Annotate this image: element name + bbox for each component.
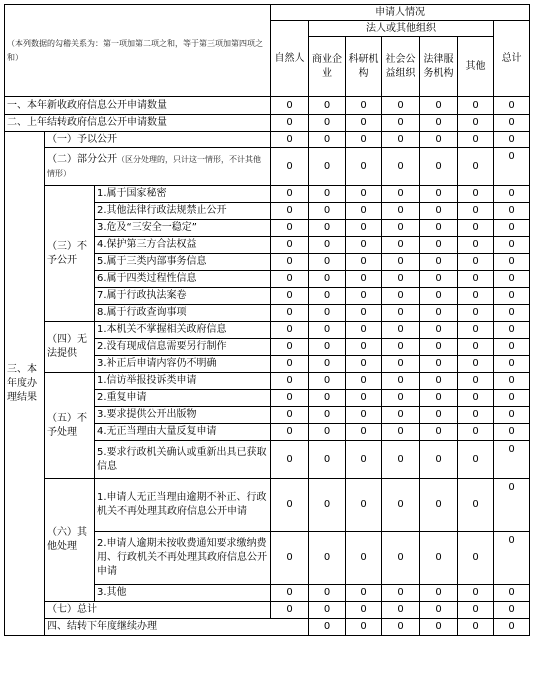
- header-total: 总计: [494, 21, 530, 97]
- cell-value: 0: [458, 585, 494, 602]
- cell-value: 0: [382, 479, 420, 532]
- row-note: （区分处理的，只计这一情形，不计其他情形）: [47, 154, 261, 178]
- cell-value: 0: [458, 237, 494, 254]
- cell-value: 0: [458, 479, 494, 532]
- cell-value: 0: [494, 288, 530, 305]
- cell-value: 0: [494, 339, 530, 356]
- cell-value: 0: [420, 186, 458, 203]
- cell-value: 0: [346, 619, 382, 636]
- cell-value: 0: [271, 288, 309, 305]
- cell-value: 0: [309, 532, 346, 585]
- row-label: 一、本年新收政府信息公开申请数量: [5, 97, 271, 115]
- cell-value: 0: [271, 585, 309, 602]
- table-row: [5, 186, 530, 203]
- table-row: [5, 619, 530, 636]
- cell-value: 0: [382, 220, 420, 237]
- cell-value: 0: [494, 203, 530, 220]
- table-row: [5, 132, 530, 148]
- cell-value: 0: [494, 115, 530, 132]
- cell-value: 0: [420, 305, 458, 322]
- cell-value: 0: [458, 305, 494, 322]
- row-label: 二、上年结转政府信息公开申请数量: [5, 115, 271, 132]
- cell-value: 0: [458, 288, 494, 305]
- cell-value: 0: [420, 602, 458, 619]
- cell-value: 0: [494, 305, 530, 322]
- cell-value: 0: [458, 97, 494, 115]
- cell-value: 0: [271, 220, 309, 237]
- cell-value: 0: [346, 305, 382, 322]
- cell-value: 0: [271, 186, 309, 203]
- cell-value: 0: [420, 390, 458, 407]
- cell-value: 0: [346, 356, 382, 373]
- row-label: 3.要求提供公开出版物: [95, 407, 271, 424]
- cell-value: 0: [420, 271, 458, 288]
- cell-value: 0: [458, 186, 494, 203]
- cell-value: 0: [309, 441, 346, 479]
- row-label: （一）予以公开: [45, 132, 271, 148]
- cell-value: 0: [458, 373, 494, 390]
- cell-value: 0: [494, 271, 530, 288]
- cell-value: 0: [309, 271, 346, 288]
- cell-value: 0: [309, 305, 346, 322]
- cell-value: 0: [420, 441, 458, 479]
- cell-value: 0: [346, 479, 382, 532]
- cell-value: 0: [346, 148, 382, 186]
- cell-value: 0: [346, 186, 382, 203]
- cell-value: 0: [309, 602, 346, 619]
- cell-value: 0: [309, 220, 346, 237]
- cell-value: 0: [271, 407, 309, 424]
- cell-value: 0: [494, 407, 530, 424]
- cell-value: 0: [420, 322, 458, 339]
- cell-value: 0: [309, 479, 346, 532]
- cell-value: 0: [309, 322, 346, 339]
- header-legal-service: 法律服务机构: [420, 37, 458, 97]
- row-label: 1.信访举报投诉类申请: [95, 373, 271, 390]
- cell-value: 0: [458, 441, 494, 479]
- cell-value: 0: [346, 424, 382, 441]
- row-label: （七）总计: [45, 602, 271, 619]
- cell-value: 0: [420, 148, 458, 186]
- cell-value: 0: [420, 97, 458, 115]
- cell-value: 0: [382, 602, 420, 619]
- row-label: 2.重复申请: [95, 390, 271, 407]
- cell-value: 0: [271, 97, 309, 115]
- cell-value: 0: [420, 479, 458, 532]
- cell-value: 0: [309, 203, 346, 220]
- cell-value: 0: [382, 237, 420, 254]
- cell-value: 0: [382, 132, 420, 148]
- cell-value: 0: [458, 339, 494, 356]
- header-research: 科研机构: [346, 37, 382, 97]
- cell-value: 0: [494, 441, 530, 479]
- row-label: （二）部分公开: [47, 153, 117, 165]
- cell-value: 0: [346, 339, 382, 356]
- cell-value: 0: [382, 407, 420, 424]
- cell-value: 0: [458, 220, 494, 237]
- cell-value: 0: [309, 373, 346, 390]
- cell-value: 0: [458, 602, 494, 619]
- table-row: [5, 148, 530, 186]
- cell-value: 0: [420, 373, 458, 390]
- cell-value: 0: [494, 97, 530, 115]
- row-label: 4.无正当理由大量反复申请: [95, 424, 271, 441]
- cell-value: 0: [382, 390, 420, 407]
- report-table-container: [4, 4, 530, 636]
- cell-value: 0: [346, 271, 382, 288]
- cell-value: 0: [420, 237, 458, 254]
- row-label: 7.属于行政执法案卷: [95, 288, 271, 305]
- cell-value: 0: [420, 532, 458, 585]
- cell-value: 0: [494, 356, 530, 373]
- cell-value: 0: [346, 220, 382, 237]
- cell-value: 0: [494, 186, 530, 203]
- cell-value: 0: [271, 479, 309, 532]
- cell-value: 0: [458, 356, 494, 373]
- cell-value: 0: [458, 271, 494, 288]
- cell-value: 0: [382, 424, 420, 441]
- cell-value: 0: [346, 390, 382, 407]
- cell-value: 0: [346, 115, 382, 132]
- row-label: 2.没有现成信息需要另行制作: [95, 339, 271, 356]
- cell-value: 0: [271, 424, 309, 441]
- cell-value: 0: [382, 148, 420, 186]
- cell-value: 0: [458, 115, 494, 132]
- cell-value: 0: [382, 322, 420, 339]
- cell-value: 0: [346, 322, 382, 339]
- row-label: 3.其他: [95, 585, 271, 602]
- header-note-cell: [5, 5, 271, 97]
- cell-value: 0: [382, 441, 420, 479]
- cell-value: 0: [458, 407, 494, 424]
- cell-value: 0: [309, 339, 346, 356]
- cell-value: 0: [271, 339, 309, 356]
- cell-value: 0: [346, 254, 382, 271]
- cell-value: 0: [494, 322, 530, 339]
- cell-value: 0: [494, 424, 530, 441]
- cell-value: 0: [458, 322, 494, 339]
- cell-value: 0: [458, 390, 494, 407]
- cell-value: 0: [458, 424, 494, 441]
- table-row: [5, 602, 530, 619]
- cell-value: 0: [346, 585, 382, 602]
- cell-value: 0: [382, 186, 420, 203]
- row-label: 3.危及“三安全一稳定”: [95, 220, 271, 237]
- cell-value: 0: [494, 254, 530, 271]
- cell-value: 0: [271, 148, 309, 186]
- cell-value: 0: [271, 237, 309, 254]
- cell-value: 0: [346, 373, 382, 390]
- cell-value: 0: [494, 619, 530, 636]
- cell-value: 0: [271, 602, 309, 619]
- cell-value: 0: [382, 288, 420, 305]
- header-other: 其他: [458, 37, 494, 97]
- cell-value: 0: [271, 203, 309, 220]
- cell-value: 0: [494, 237, 530, 254]
- group-label: （三）不予公开: [45, 186, 95, 322]
- section3-label: 三、本年度办理结果: [5, 132, 45, 636]
- group-label: （四）无法提供: [45, 322, 95, 373]
- row-label: 1.本机关不掌握相关政府信息: [95, 322, 271, 339]
- cell-value: 0: [271, 390, 309, 407]
- header-commercial: 商业企业: [309, 37, 346, 97]
- cell-value: 0: [309, 390, 346, 407]
- cell-value: 0: [309, 237, 346, 254]
- cell-value: 0: [271, 115, 309, 132]
- table-row: [5, 322, 530, 339]
- cell-value: 0: [494, 532, 530, 585]
- cell-value: 0: [382, 585, 420, 602]
- group-label: （五）不予处理: [45, 373, 95, 479]
- cell-value: 0: [458, 203, 494, 220]
- cell-value: 0: [382, 254, 420, 271]
- cell-value: 0: [382, 356, 420, 373]
- cell-value: 0: [346, 407, 382, 424]
- table-row: [5, 97, 530, 115]
- cell-value: 0: [309, 186, 346, 203]
- cell-value: 0: [494, 390, 530, 407]
- cell-value: 0: [346, 132, 382, 148]
- table-row: [5, 479, 530, 532]
- row-label: 4.保护第三方合法权益: [95, 237, 271, 254]
- cell-value: 0: [382, 115, 420, 132]
- cell-value: 0: [420, 407, 458, 424]
- cell-value: 0: [382, 339, 420, 356]
- gov-info-disclosure-table: [4, 4, 530, 636]
- cell-value: 0: [382, 619, 420, 636]
- row-label: 1.申请人无正当理由逾期不补正、行政机关不再处理其政府信息公开申请: [95, 479, 271, 532]
- cell-value: 0: [494, 479, 530, 532]
- cell-value: 0: [420, 203, 458, 220]
- cell-value: 0: [458, 148, 494, 186]
- cell-value: 0: [494, 132, 530, 148]
- row-label: 四、结转下年度继续办理: [45, 619, 309, 636]
- cell-value: 0: [382, 373, 420, 390]
- cell-value: 0: [420, 115, 458, 132]
- row-label: 2.申请人逾期未按收费通知要求缴纳费用、行政机关不再处理其政府信息公开申请: [95, 532, 271, 585]
- cell-value: 0: [271, 373, 309, 390]
- cell-value: 0: [494, 602, 530, 619]
- header-natural: 自然人: [271, 21, 309, 97]
- cell-value: 0: [458, 132, 494, 148]
- cell-value: 0: [420, 220, 458, 237]
- cell-value: 0: [271, 322, 309, 339]
- cell-value: 0: [458, 254, 494, 271]
- cell-value: 0: [309, 585, 346, 602]
- header-legal-org: 法人或其他组织: [309, 21, 494, 37]
- cell-value: 0: [309, 356, 346, 373]
- cell-value: 0: [346, 602, 382, 619]
- cell-value: 0: [494, 373, 530, 390]
- cell-value: 0: [309, 97, 346, 115]
- row-label: 1.属于国家秘密: [95, 186, 271, 203]
- cell-value: 0: [420, 619, 458, 636]
- row-label: 5.属于三类内部事务信息: [95, 254, 271, 271]
- cell-value: 0: [346, 532, 382, 585]
- cell-value: 0: [309, 132, 346, 148]
- cell-value: 0: [271, 254, 309, 271]
- header-applicant: 申请人情况: [271, 5, 530, 21]
- table-row: [5, 373, 530, 390]
- row-label: 6.属于四类过程性信息: [95, 271, 271, 288]
- row-label: 8.属于行政查询事项: [95, 305, 271, 322]
- cell-value: 0: [458, 532, 494, 585]
- cell-value: 0: [420, 424, 458, 441]
- cell-value: 0: [382, 97, 420, 115]
- cell-value: 0: [420, 585, 458, 602]
- cell-value: 0: [271, 271, 309, 288]
- cell-value: 0: [382, 305, 420, 322]
- cell-value: 0: [420, 132, 458, 148]
- cell-value: 0: [420, 254, 458, 271]
- row-label: 3.补正后申请内容仍不明确: [95, 356, 271, 373]
- header-note: （本列数据的勾稽关系为：第一项加第二项之和，等于第三项加第四项之和）: [7, 38, 263, 62]
- cell-value: 0: [309, 407, 346, 424]
- cell-value: 0: [271, 305, 309, 322]
- cell-value: 0: [271, 356, 309, 373]
- cell-value: 0: [346, 203, 382, 220]
- row-label-partial: [45, 148, 271, 186]
- cell-value: 0: [346, 441, 382, 479]
- cell-value: 0: [309, 148, 346, 186]
- cell-value: 0: [346, 237, 382, 254]
- cell-value: 0: [309, 115, 346, 132]
- row-label: 5.要求行政机关确认或重新出具已获取信息: [95, 441, 271, 479]
- cell-value: 0: [420, 288, 458, 305]
- group-label: （六）其他处理: [45, 479, 95, 602]
- cell-value: 0: [309, 619, 346, 636]
- cell-value: 0: [382, 532, 420, 585]
- cell-value: 0: [494, 220, 530, 237]
- cell-value: 0: [346, 97, 382, 115]
- cell-value: 0: [382, 271, 420, 288]
- cell-value: 0: [309, 424, 346, 441]
- cell-value: 0: [420, 339, 458, 356]
- table-row: [5, 115, 530, 132]
- cell-value: 0: [346, 288, 382, 305]
- header-social: 社会公益组织: [382, 37, 420, 97]
- cell-value: 0: [458, 619, 494, 636]
- cell-value: 0: [271, 132, 309, 148]
- cell-value: 0: [420, 356, 458, 373]
- cell-value: 0: [494, 585, 530, 602]
- cell-value: 0: [382, 203, 420, 220]
- cell-value: 0: [494, 148, 530, 186]
- row-label: 2.其他法律行政法规禁止公开: [95, 203, 271, 220]
- cell-value: 0: [309, 288, 346, 305]
- cell-value: 0: [271, 441, 309, 479]
- cell-value: 0: [271, 532, 309, 585]
- cell-value: 0: [309, 254, 346, 271]
